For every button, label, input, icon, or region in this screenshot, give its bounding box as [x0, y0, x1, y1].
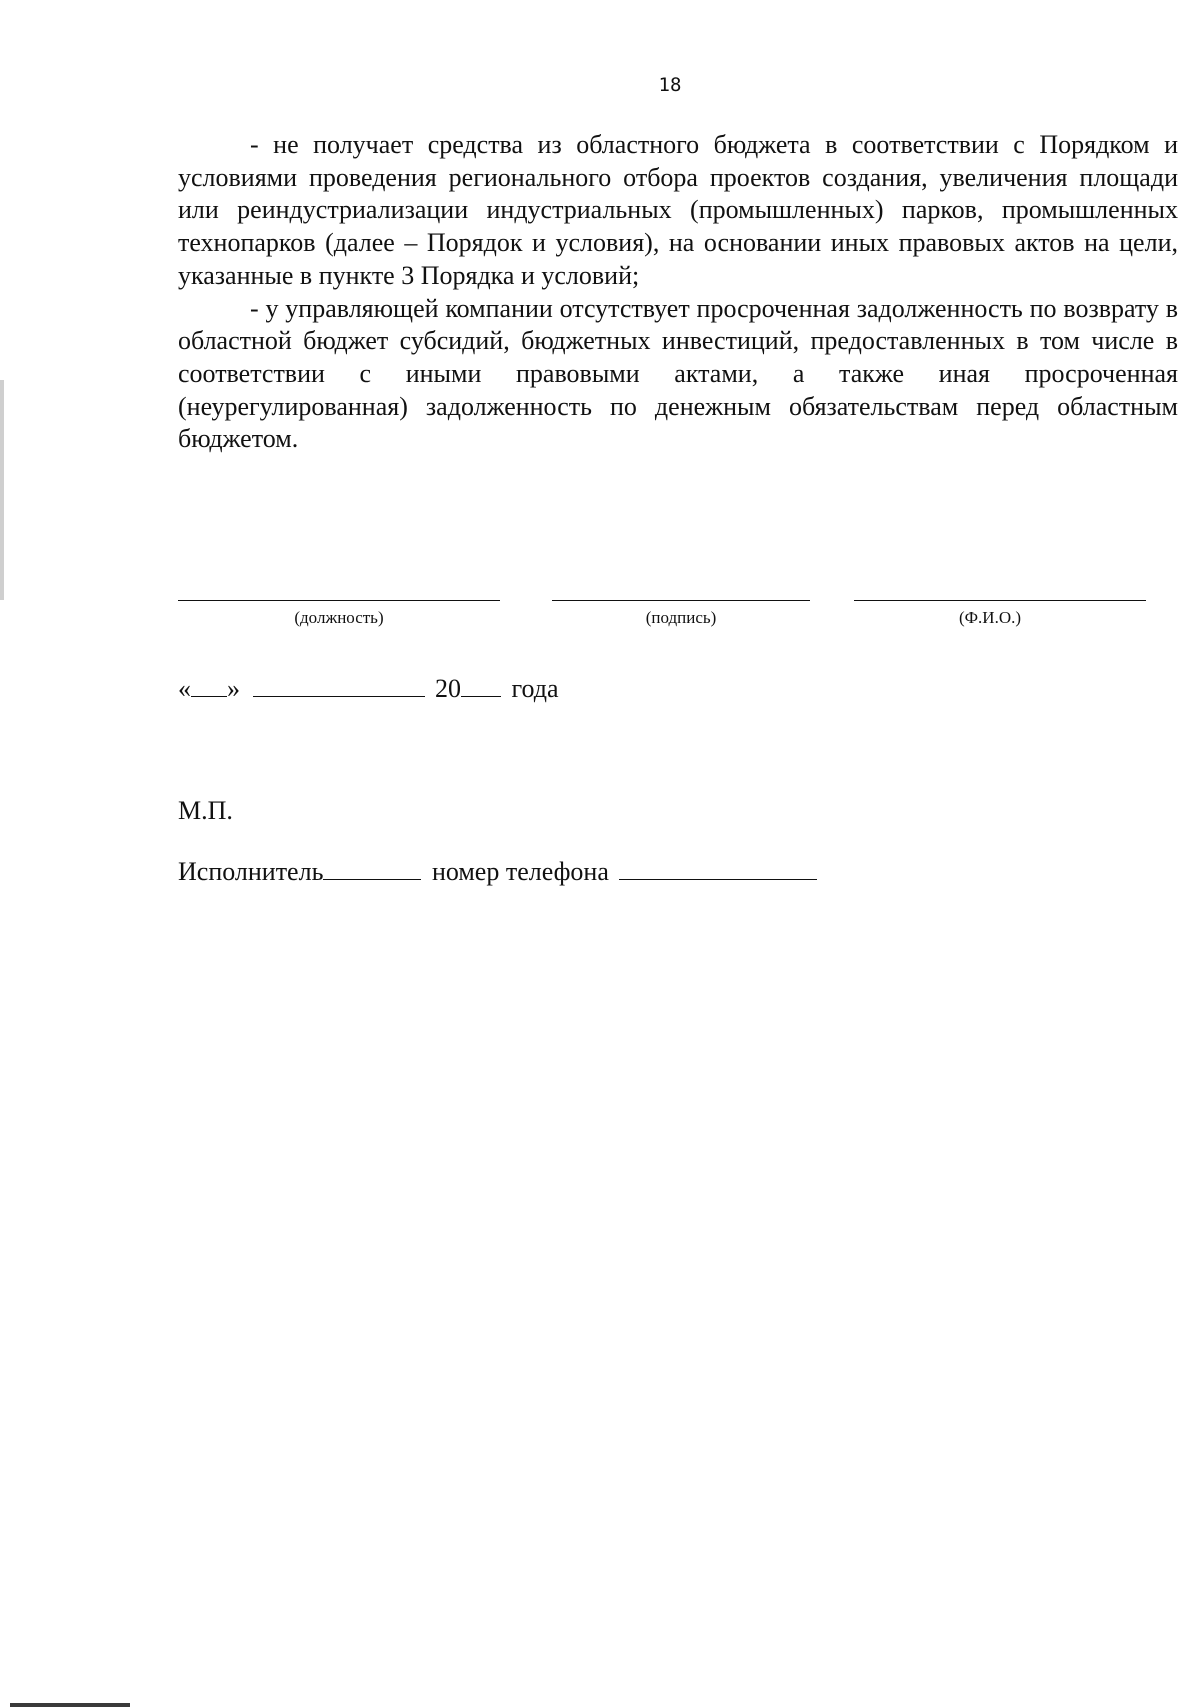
paragraph-no-budget-funds: - не получает средства из областного бюджета в соответствии с Порядком и условиями проведения регионального отбора проектов создания, увеличения площади или реиндустриализации индустриальных (промышленных) парков, промышленных технопарков (далее – Порядок и условия), на основании иных правовых актов на цели, указанные в пункте 3 Порядка и условий; [178, 130, 1178, 290]
name-line [854, 600, 1146, 601]
document-body [178, 129, 1178, 456]
name-label: (Ф.И.О.) [958, 608, 1022, 627]
open-quote: « [178, 674, 191, 703]
year-word: года [511, 674, 559, 703]
paragraph-no-overdue-debt: - у управляющей компании отсутствует просроченная задолженность по возврату в областной бюджет субсидий, бюджетных инвестиций, предоставленных в том числе в соответствии с иными правовыми актами, а также иная просроченная (неурегулированная) задолженность по денежным обязательствам перед областным бюджетом. [178, 293, 1178, 454]
day-blank [191, 676, 227, 697]
year-blank [461, 676, 501, 697]
date-row [178, 674, 559, 704]
phone-blank [619, 859, 817, 880]
executor-label: Исполнитель [178, 857, 324, 886]
page-number: 18 [658, 74, 682, 96]
position-label: (должность) [294, 608, 384, 627]
position-line [178, 600, 500, 601]
scan-edge-mark [0, 380, 4, 600]
signature-line [552, 600, 810, 601]
executor-blank [323, 859, 421, 880]
close-quote: » [227, 674, 240, 703]
century-text: 20 [435, 674, 461, 703]
stamp-place-label: М.П. [178, 796, 233, 825]
scan-bottom-mark [10, 1703, 130, 1707]
phone-label: номер телефона [431, 857, 609, 886]
month-blank [253, 676, 425, 697]
executor-row [178, 857, 817, 887]
signature-label: (подпись) [645, 608, 717, 627]
